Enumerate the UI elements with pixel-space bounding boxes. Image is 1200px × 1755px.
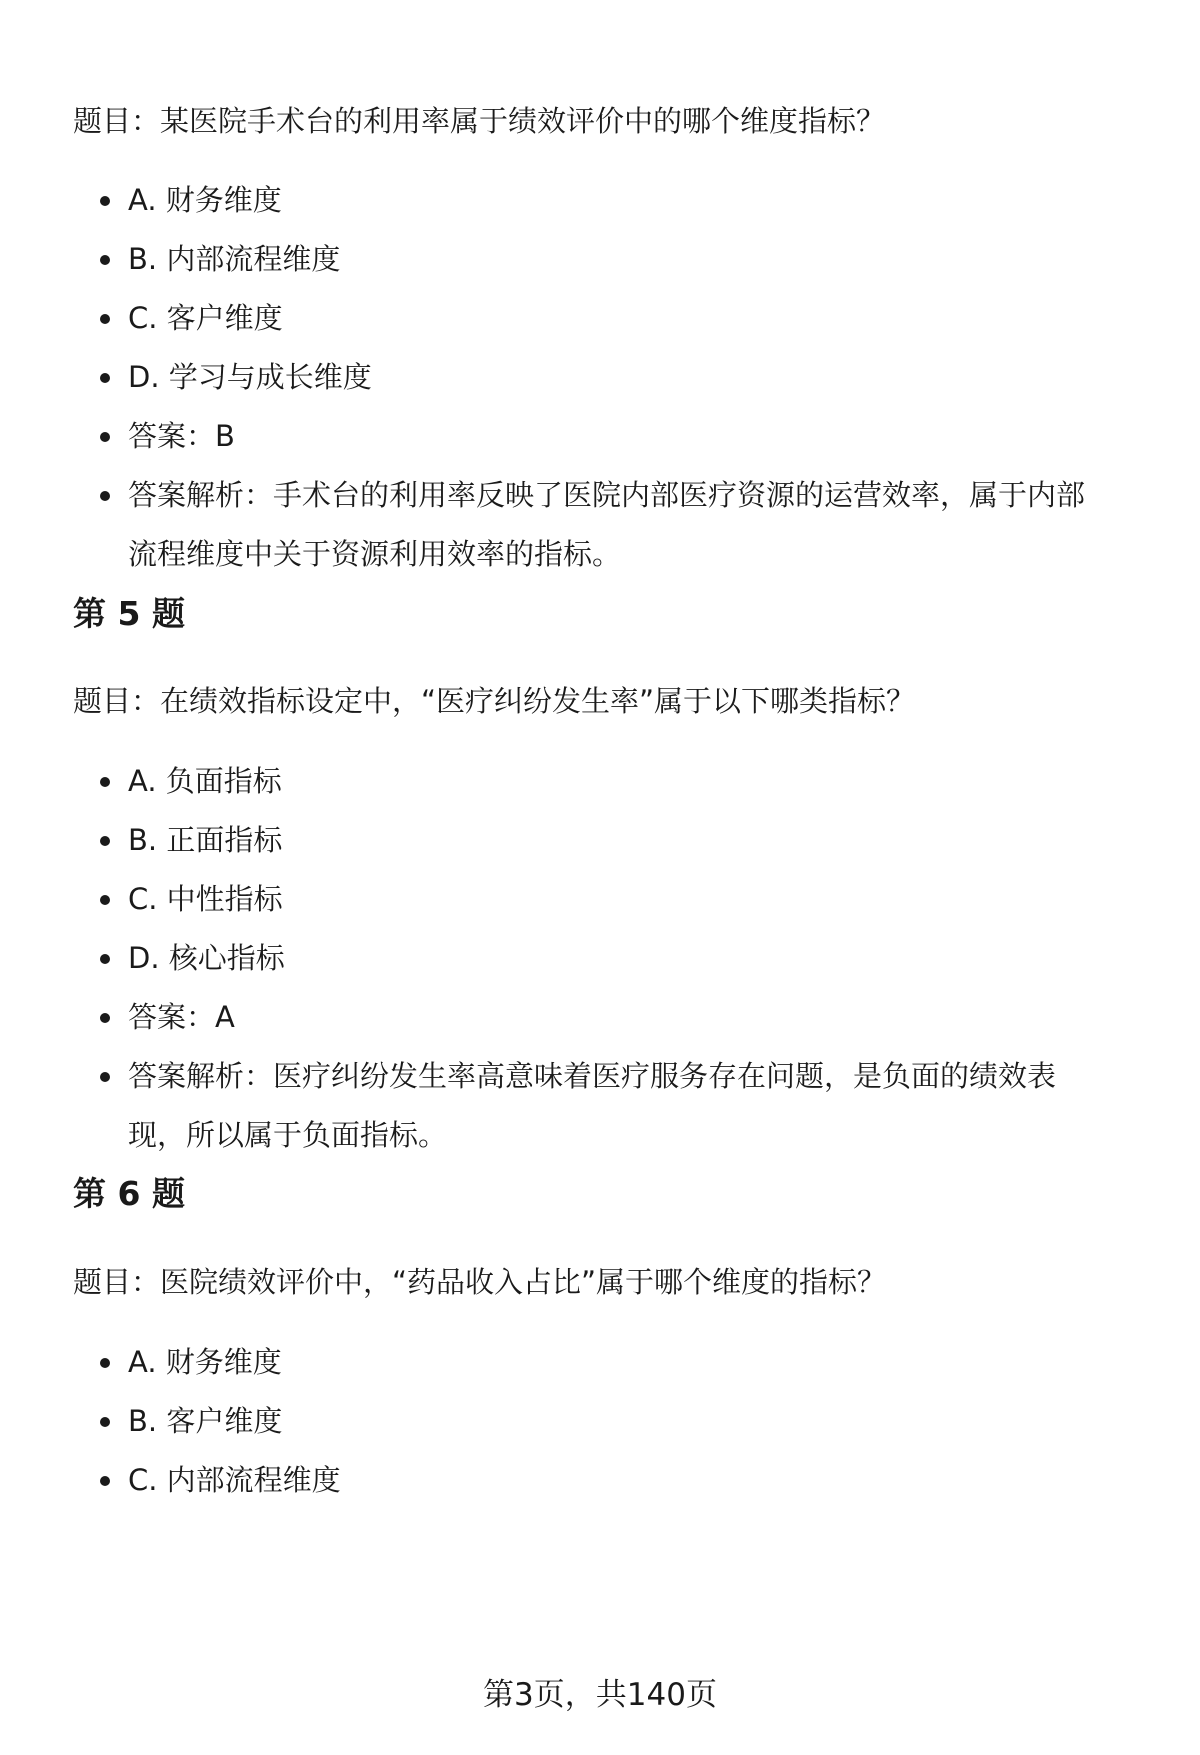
bullet-icon [100, 1072, 110, 1082]
option-item: D. 学习与成长维度 [73, 348, 1153, 407]
bullet-icon [100, 196, 110, 206]
bullet-icon [100, 373, 110, 383]
bullet-icon [100, 954, 110, 964]
page-number: 第3页，共140页 [483, 1677, 717, 1713]
option-item: A. 财务维度 [73, 1333, 1153, 1392]
question-stem: 题目：某医院手术台的利用率属于绩效评价中的哪个维度指标？ [73, 104, 886, 138]
answer-item: 答案：B [73, 407, 1153, 466]
bullet-icon [100, 836, 110, 846]
answer-item: 答案：A [73, 988, 1153, 1047]
bullet-icon [100, 314, 110, 324]
bullet-icon [100, 1358, 110, 1368]
bullet-icon [100, 1013, 110, 1023]
question-stem: 题目：医院绩效评价中，“药品收入占比”属于哪个维度的指标？ [73, 1265, 887, 1299]
analysis-item: 答案解析：医疗纠纷发生率高意味着医疗服务存在问题，是负面的绩效表现，所以属于负面指标。 [73, 1047, 1153, 1165]
question-stem: 题目：在绩效指标设定中，“医疗纠纷发生率”属于以下哪类指标？ [73, 684, 916, 718]
option-list [73, 752, 1153, 1165]
bullet-icon [100, 1476, 110, 1486]
option-item: B. 正面指标 [73, 811, 1153, 870]
option-item: B. 内部流程维度 [73, 230, 1153, 289]
question-heading: 第 5 题 [73, 594, 185, 633]
analysis-item: 答案解析：手术台的利用率反映了医院内部医疗资源的运营效率，属于内部流程维度中关于资源利用效率的指标。 [73, 466, 1153, 584]
option-list [73, 171, 1153, 584]
bullet-icon [100, 432, 110, 442]
option-item: C. 客户维度 [73, 289, 1153, 348]
option-item: A. 财务维度 [73, 171, 1153, 230]
option-item: D. 核心指标 [73, 929, 1153, 988]
option-item: C. 中性指标 [73, 870, 1153, 929]
bullet-icon [100, 777, 110, 787]
option-list [73, 1333, 1153, 1510]
bullet-icon [100, 255, 110, 265]
question-heading: 第 6 题 [73, 1174, 185, 1213]
option-item: A. 负面指标 [73, 752, 1153, 811]
option-item: B. 客户维度 [73, 1392, 1153, 1451]
bullet-icon [100, 895, 110, 905]
option-item: C. 内部流程维度 [73, 1451, 1153, 1510]
bullet-icon [100, 1417, 110, 1427]
bullet-icon [100, 491, 110, 501]
